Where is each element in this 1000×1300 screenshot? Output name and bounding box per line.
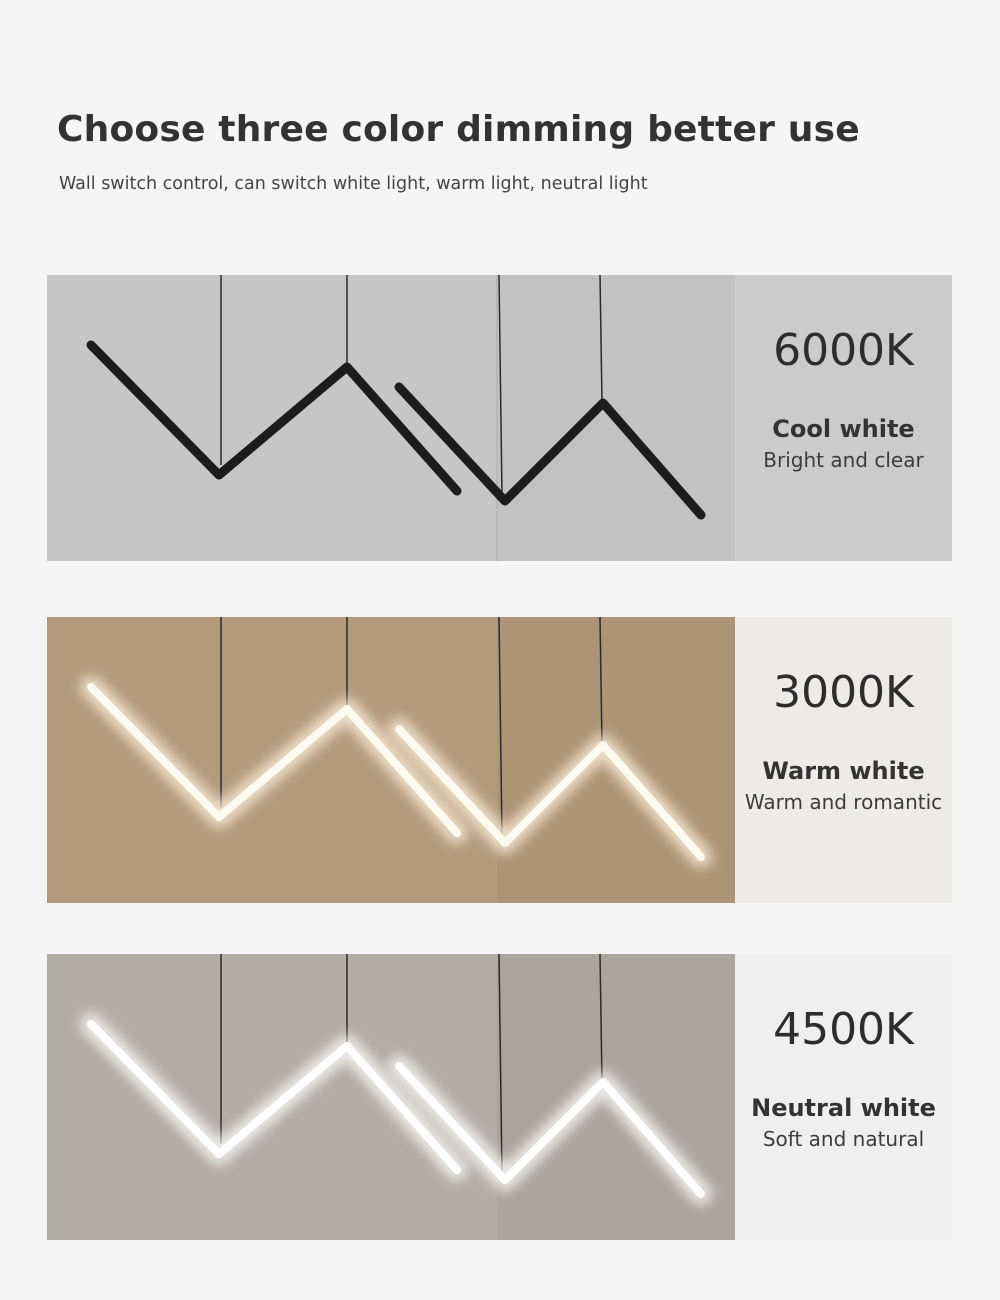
page-subtitle: Wall switch control, can switch white light, warm light, neutral light	[59, 174, 648, 194]
warm-white-pendant-lamp-photo	[47, 617, 735, 903]
neutral-white-info	[735, 954, 952, 1240]
mode-name: Neutral white	[751, 1094, 936, 1122]
neutral-white-pendant-lamp-photo	[47, 954, 735, 1240]
mode-description: Bright and clear	[763, 448, 924, 472]
mode-description: Warm and romantic	[744, 790, 943, 814]
mode-description: Soft and natural	[762, 1127, 925, 1151]
warm-white-info	[735, 617, 952, 903]
mode-name: Cool white	[772, 415, 915, 443]
kelvin-value: 6000K	[773, 325, 914, 376]
mode-name: Warm white	[762, 757, 925, 785]
color-option-neutral-white	[47, 954, 952, 1240]
cool-white-pendant-lamp-photo	[47, 275, 735, 561]
kelvin-value: 4500K	[773, 1004, 914, 1055]
page-title: Choose three color dimming better use	[57, 109, 860, 150]
color-option-cool-white	[47, 275, 952, 561]
kelvin-value: 3000K	[773, 667, 914, 718]
color-option-warm-white	[47, 617, 952, 903]
cool-white-info	[735, 275, 952, 561]
